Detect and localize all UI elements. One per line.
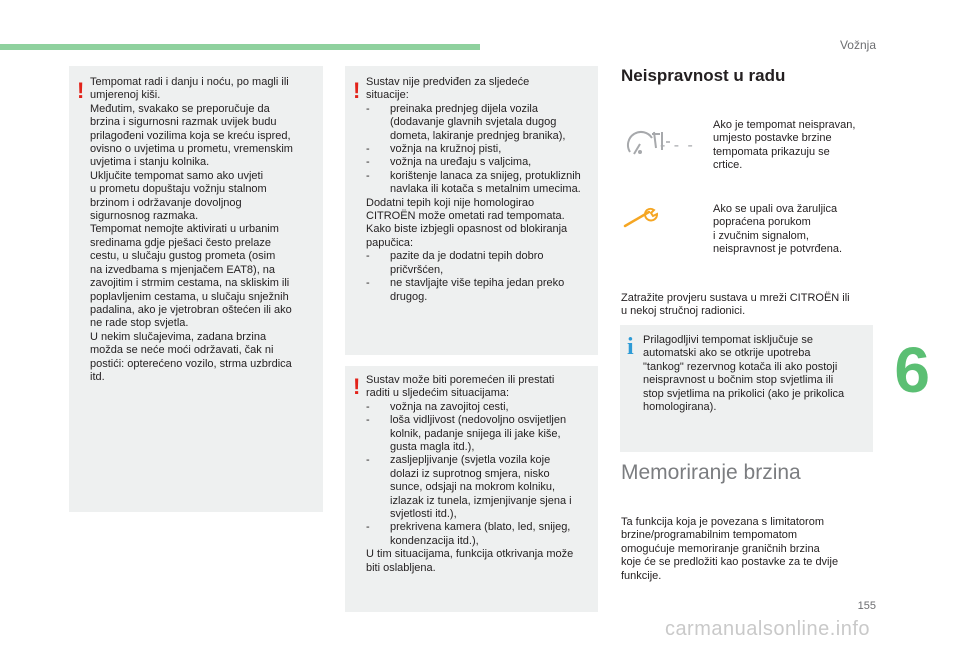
- warning-text-middle-top: [366, 76, 596, 304]
- list-item: [366, 401, 596, 414]
- text-line: Međutim, svakako se preporučuje da: [90, 102, 270, 115]
- text-line: umjerenoj kiši.: [90, 89, 161, 102]
- text-line: crtice.: [713, 159, 743, 172]
- info-box: [620, 325, 873, 452]
- text-line: koje će se predložiti kao postavke za te dvije: [621, 556, 839, 569]
- text-line: ne rade stop svjetla.: [90, 317, 189, 330]
- text-line: CITROËN može ometati rad tempomata.: [366, 210, 565, 223]
- text-line: možda se neće moći održavati, čak ni: [90, 344, 274, 357]
- list-dash: -: [366, 277, 370, 290]
- text-line: na izvedbama s mjenjačem EAT8), na: [90, 263, 276, 276]
- warning-text-middle-bottom: [366, 374, 596, 575]
- list-item: [366, 250, 596, 277]
- text-line: raditi u sljedećim situacijama:: [366, 387, 510, 400]
- text-line: Kako biste izbjegli opasnost od blokiranja: [366, 223, 568, 236]
- list-item-line: vožnja na zavojitoj cesti,: [390, 400, 509, 413]
- text-line: papučica:: [366, 236, 414, 249]
- list-item-line: vožnja na kružnoj pisti,: [390, 143, 502, 156]
- list-item-line: dolazi iz suprotnog smjera, nisko: [390, 467, 550, 480]
- text-line: sigurnosnog razmaka.: [90, 210, 199, 223]
- malfunction-text-2: [713, 203, 883, 257]
- text-line: sredinama gdje pješaci često prelaze: [90, 236, 271, 249]
- text-line: situacije:: [366, 89, 409, 102]
- text-line: stop svjetlima na prikolici (ako je prikolica: [643, 387, 845, 400]
- text-line: postići: opterećeno vozilo, strma uzbrdica: [90, 357, 292, 370]
- list-dash: -: [366, 400, 370, 413]
- malfunction-check-text: [621, 292, 881, 319]
- warning-icon: !: [77, 78, 85, 103]
- list-item: [366, 143, 596, 156]
- text-line: Uključite tempomat samo ako uvjeti: [90, 169, 264, 182]
- text-line: Sustav nije predviđen za sljedeće: [366, 76, 530, 88]
- list-dash: -: [366, 143, 370, 156]
- list-item-line: gusta magla itd.),: [390, 441, 475, 454]
- text-line: brzine/programabilnim tempomatom: [621, 529, 798, 542]
- chapter-number: 6: [894, 334, 930, 406]
- list-item: [366, 103, 596, 143]
- list-dash: -: [366, 156, 370, 169]
- wrench-warning-icon: [623, 206, 663, 233]
- list-item-line: pazite da je dodatni tepih dobro: [390, 250, 544, 263]
- list-item-line: korištenje lanaca za snijeg, protukliznih: [390, 169, 581, 182]
- text-line: uvjetima i stanju kolnika.: [90, 156, 210, 169]
- section-title: Vožnja: [839, 38, 876, 52]
- warning-icon: !: [353, 78, 361, 103]
- list-item-line: dometa, lakiranje prednjeg branika),: [390, 129, 566, 142]
- list-item-line: svjetlosti itd.),: [390, 508, 457, 521]
- warning-box-left: [69, 66, 323, 512]
- info-icon: i: [627, 334, 634, 360]
- text-line: Dodatni tepih koji nije homologirao: [366, 196, 535, 209]
- list-item-line: izlazak iz tunela, izmjenjivanje sjena i: [390, 494, 572, 507]
- text-line: u nekoj stručnoj radionici.: [621, 305, 746, 318]
- text-line: Ako se upali ova žaruljica: [713, 203, 838, 215]
- text-line: "tankog" rezervnog kotača ili ako postoji: [643, 360, 838, 373]
- list-item: [366, 277, 596, 304]
- text-line: neispravnost je potvrđena.: [713, 243, 843, 256]
- text-line: biti oslabljena.: [366, 561, 436, 574]
- info-text: [643, 334, 871, 414]
- list-item: [366, 170, 596, 197]
- text-line: padalina, ako je vjetrobran oštećen ili ako: [90, 303, 292, 316]
- list-item-line: vožnja na uređaju s valjcima,: [390, 156, 532, 169]
- text-line: i zvučnim signalom,: [713, 229, 809, 242]
- text-line: Tempomat radi i danju i noću, po magli ili: [90, 76, 289, 88]
- text-line: prilagođeni vozilima koja se kreću ispred,: [90, 129, 291, 142]
- list-item-line: preinaka prednjeg dijela vozila: [390, 102, 538, 115]
- list-item: [366, 521, 596, 548]
- list-item-line: loša vidljivost (nedovoljno osvijetljen: [390, 414, 567, 427]
- text-line: brzinom i održavanje dovoljnog: [90, 196, 242, 209]
- list-dash: -: [366, 521, 370, 534]
- warning-box-middle-top: [345, 66, 598, 355]
- list-item-line: navlaka ili kotača s metalnim umecima.: [390, 183, 581, 196]
- text-line: Tempomat nemojte aktivirati u urbanim: [90, 223, 279, 236]
- list-dash: -: [366, 102, 370, 115]
- header-accent-bar: [0, 44, 480, 50]
- warning-icon: !: [353, 374, 361, 399]
- text-line: Prilagodljivi tempomat isključuje se: [643, 334, 813, 346]
- text-line: homologirana).: [643, 401, 717, 414]
- text-line: itd.: [90, 370, 105, 383]
- list-item: [366, 414, 596, 454]
- list-item-line: drugog.: [390, 290, 428, 303]
- watermark: carmanualsonline.info: [664, 618, 870, 640]
- warning-text-left: [90, 76, 318, 384]
- text-line: automatski ako se otkrije upotreba: [643, 347, 811, 360]
- text-line: Sustav može biti poremećen ili prestati: [366, 374, 555, 386]
- text-line: umjesto postavke brzine: [713, 132, 832, 145]
- list-item-line: prekrivena kamera (blato, led, snijeg,: [390, 521, 571, 534]
- list-item: [366, 454, 596, 521]
- memorize-text: [621, 516, 881, 583]
- list-dash: -: [366, 250, 370, 263]
- list-item-line: zasljepljivanje (svjetla vozila koje: [390, 454, 551, 467]
- list-item-line: kondenzacija itd.),: [390, 534, 479, 547]
- fault-dashes: - - -: [660, 137, 695, 154]
- text-line: Ta funkcija koja je povezana s limitatorom: [621, 516, 824, 528]
- text-line: U nekim slučajevima, zadana brzina: [90, 330, 267, 343]
- text-line: omogućuje memoriranje graničnih brzina: [621, 542, 820, 555]
- list-dash: -: [366, 169, 370, 182]
- list-dash: -: [366, 454, 370, 467]
- list-item: [366, 156, 596, 169]
- list-item-line: kolnik, padanje snijega ili jake kiše,: [390, 427, 561, 440]
- malfunction-text-1: [713, 119, 883, 173]
- memorize-title: Memoriranje brzina: [621, 461, 801, 484]
- text-line: brzina i sigurnosni razmak uvijek budu: [90, 116, 277, 129]
- text-line: popraćena porukom: [713, 216, 811, 229]
- list-dash: -: [366, 414, 370, 427]
- list-item-line: sunce, odsjaji na mokrom kolniku,: [390, 481, 556, 494]
- text-line: u prometu dopuštaju vožnju stalnom: [90, 183, 267, 196]
- list-item-line: pričvršćen,: [390, 263, 444, 276]
- text-line: Zatražite provjeru sustava u mreži CITROËN ili: [621, 292, 850, 304]
- malfunction-title: Neispravnost u radu: [621, 66, 786, 85]
- page-number: 155: [857, 600, 876, 612]
- text-line: Ako je tempomat neispravan,: [713, 119, 856, 131]
- text-line: ovisno o uvjetima u prometu, vremenskim: [90, 143, 293, 156]
- text-line: tempomata prikazuju se: [713, 145, 830, 158]
- text-line: cestu, u slučaju gustog prometa (osim: [90, 250, 276, 263]
- list-item-line: (dodavanje glavnih svjetala dugog: [390, 116, 557, 129]
- text-line: funkcije.: [621, 569, 662, 582]
- warning-box-middle-bottom: [345, 366, 598, 612]
- text-line: poplavljenim cestama, u slučaju snježnih: [90, 290, 289, 303]
- list-item-line: ne stavljajte više tepiha jedan preko: [390, 277, 565, 290]
- text-line: neispravnost u bočnim stop svjetlima ili: [643, 374, 834, 387]
- text-line: U tim situacijama, funkcija otkrivanja može: [366, 548, 574, 561]
- text-line: zavojitim i strmim cestama, na skliskim ili: [90, 277, 290, 290]
